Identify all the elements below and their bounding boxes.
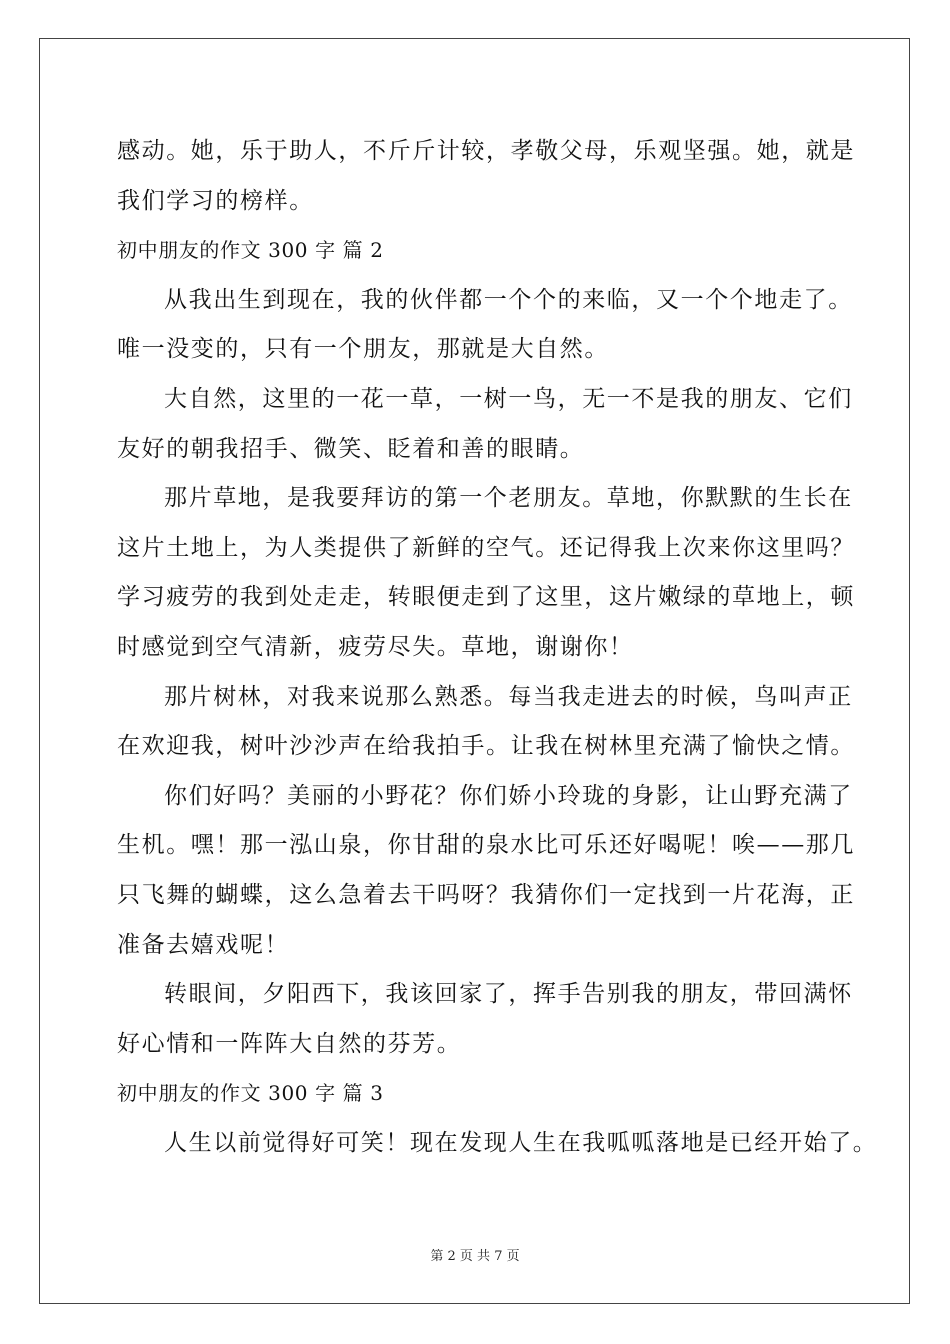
document-body [117,127,878,1168]
paragraph-first-line: 你们好吗？美丽的小野花？你们娇小玲珑的身影，让山野充满了 [164,782,853,809]
paragraph-first-line: 那片树林，对我来说那么熟悉。每当我走进去的时候，鸟叫声正 [164,683,853,710]
paragraph-first-line: 从我出生到现在，我的伙伴都一个个的来临，又一个个地走了。 [164,286,853,313]
text-line: 这片土地上，为人类提供了新鲜的空气。还记得我上次来你这里吗？ [117,534,855,561]
text-line: 准备去嬉戏呢！ [117,931,290,958]
text-line: 友好的朝我招手、微笑、眨着和善的眼睛。 [117,435,585,462]
text-line: 感动。她，乐于助人，不斤斤计较，孝敬父母，乐观坚强。她，就是 [117,138,855,164]
text-line: 生机。嘿！那一泓山泉，你甘甜的泉水比可乐还好喝呢！唉——那几 [117,832,855,859]
text-line: 学习疲劳的我到处走走，转眼便走到了这里，这片嫩绿的草地上，顿 [117,584,855,611]
text-line: 在欢迎我，树叶沙沙声在给我拍手。让我在树林里充满了愉快之情。 [117,733,855,760]
section-heading: 初中朋友的作文 300 字 篇 3 [117,1081,384,1106]
section-heading: 初中朋友的作文 300 字 篇 2 [117,238,384,263]
paragraph-first-line: 那片草地，是我要拜访的第一个老朋友。草地，你默默的生长在 [164,485,853,512]
paragraph-first-line: 转眼间，夕阳西下，我该回家了，挥手告别我的朋友，带回满怀 [164,981,853,1008]
text-line: 好心情和一阵阵大自然的芬芳。 [117,1030,462,1057]
page-number-footer: 第 2 页 共 7 页 [430,1249,520,1264]
text-line: 时感觉到空气清新，疲劳尽失。草地，谢谢你！ [117,633,634,660]
text-line: 唯一没变的，只有一个朋友，那就是大自然。 [117,336,609,363]
paragraph-first-line: 大自然，这里的一花一草，一树一鸟，无一不是我的朋友、它们 [164,385,853,412]
paragraph-first-line: 人生以前觉得好可笑！现在发现人生在我呱呱落地是已经开始了。 [164,1129,878,1156]
text-line: 只飞舞的蝴蝶，这么急着去干吗呀？我猜你们一定找到一片花海，正 [117,881,855,908]
text-line: 我们学习的榜样。 [117,187,314,214]
